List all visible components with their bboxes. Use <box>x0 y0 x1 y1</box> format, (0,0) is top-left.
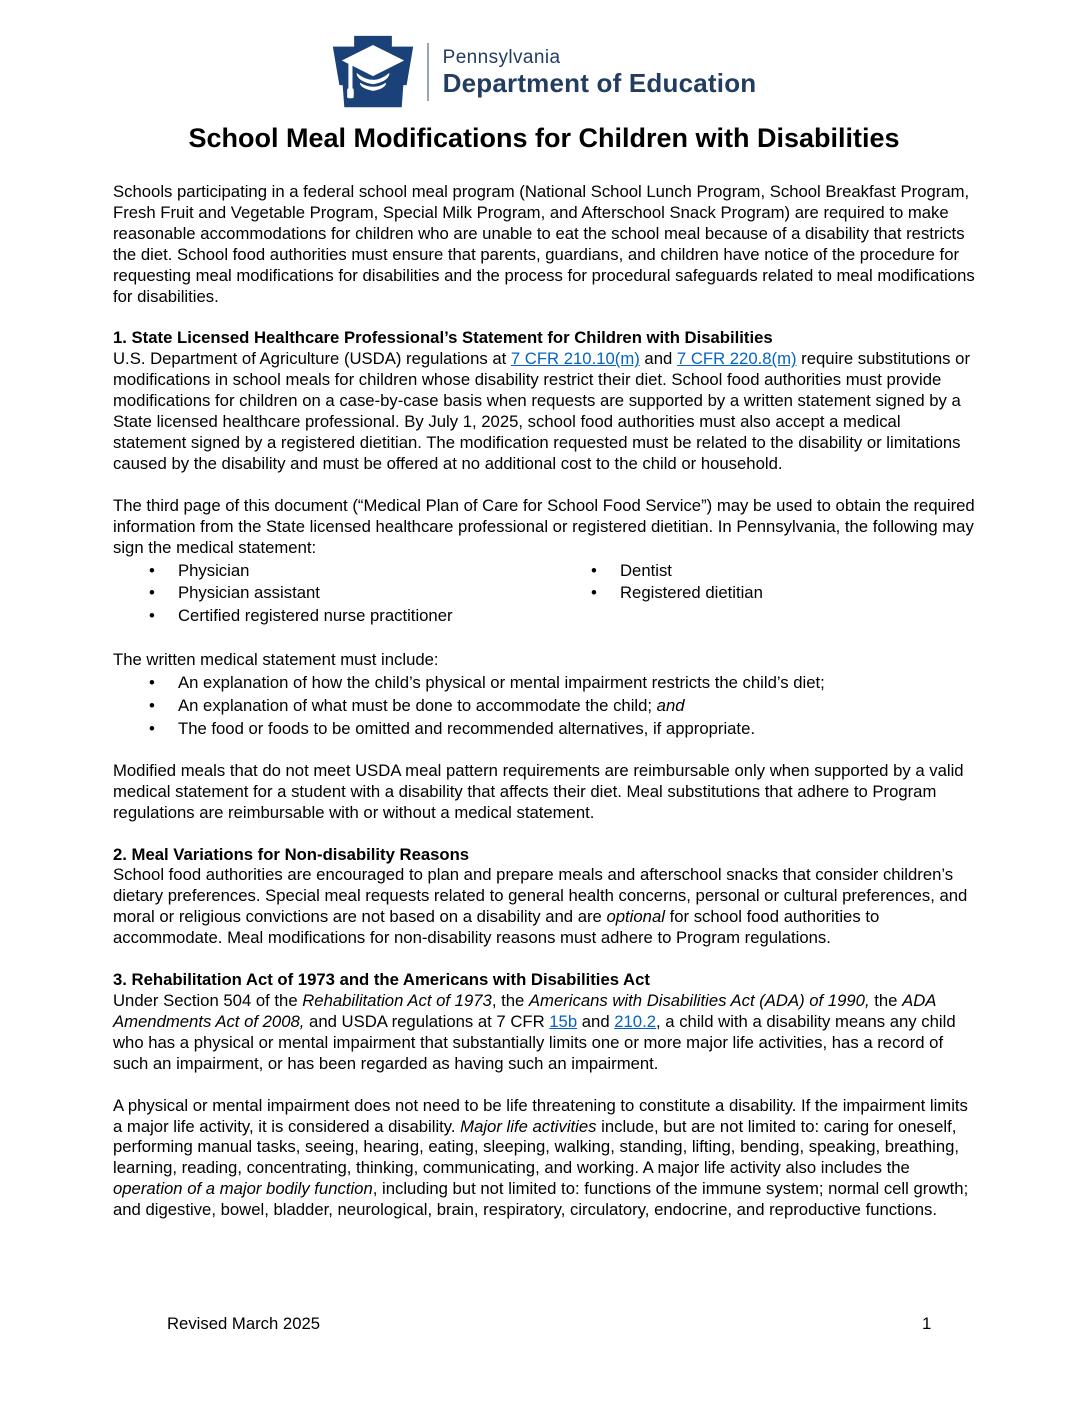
logo-org-name: Pennsylvania <box>442 47 561 68</box>
list-item: • Certified registered nurse practitioner <box>113 606 555 627</box>
logo-text <box>443 47 757 97</box>
written-statement-lead: The written medical statement must include: <box>113 650 439 670</box>
text-run: for school food authorities to accommodate. Meal modifications for non-disability reasons must adhere to Program regulations. <box>113 907 880 948</box>
text-run: Americans with Disabilities Act (ADA) of 1990, <box>528 991 870 1010</box>
text-run: Rehabilitation Act of 1973 <box>302 991 492 1010</box>
text-run: Under Section 504 of the <box>113 991 303 1010</box>
logo-dept-name: Department of Education <box>442 68 757 98</box>
keystone-graduation-cap-icon <box>332 34 414 110</box>
list-item: • Dentist <box>555 561 975 582</box>
inline-link[interactable]: 15b <box>549 1011 578 1031</box>
text-run: , the <box>491 991 529 1010</box>
text-run: include, but are not limited to: caring for oneself, performing manual tasks, seeing, hearing, eating, sleeping, walking, standing, lifting, bending, speaking, breathing, learning, reading, concentrating, thinking, communicating, and working. A major life activity also includes the <box>113 1116 960 1178</box>
third-page-paragraph: The third page of this document (“Medical Plan of Care for School Food Service”) may be used to obtain the required information from the State licensed healthcare professional or registered dietitian. In Pennsylvania, the following may sign the medical statement: <box>113 495 975 557</box>
inline-link[interactable]: 210.2 <box>614 1011 657 1031</box>
text-run: optional <box>606 907 665 927</box>
text-run: The food or foods to be omitted and recommended alternatives, if appropriate. <box>178 718 755 738</box>
section-2-body <box>113 865 975 949</box>
signers-list-left <box>113 561 555 628</box>
section-1-heading: 1. State Licensed Healthcare Professional’s Statement for Children with Disabilities <box>113 328 773 348</box>
text-run: and USDA regulations at 7 CFR <box>304 1011 550 1031</box>
pde-logo <box>0 0 1088 110</box>
list-item <box>113 673 975 694</box>
list-item <box>113 696 975 717</box>
list-item: • Registered dietitian <box>555 583 975 604</box>
list-item <box>113 719 975 740</box>
section-3-heading: 3. Rehabilitation Act of 1973 and the Americans with Disabilities Act <box>113 970 650 990</box>
document-body <box>0 182 1088 1221</box>
impairment-paragraph <box>113 1096 975 1221</box>
text-run: ADA Amendments Act of 2008, <box>113 991 936 1031</box>
intro-paragraph: Schools participating in a federal school meal program (National School Lunch Program, School Breakfast Program, Fresh Fruit and Vegetable Program, Special Milk Program, and Afterschool Snack Program) are required to make reasonable accommodations for children who are unable to eat the school meal because of a disability that restricts the diet. School food authorities must ensure that parents, guardians, and children have notice of the procedure for requesting meal modifications for disabilities and the process for procedural safeguards related to meal modifications for disabilities. <box>113 182 975 306</box>
text-run: and <box>577 1011 615 1031</box>
text-run: An explanation of what must be done to accommodate the child; <box>178 696 657 716</box>
text-run: and <box>639 349 677 369</box>
text-run: U.S. Department of Agriculture (USDA) regulations at <box>113 349 511 369</box>
section-1-body <box>113 349 975 474</box>
section-3-body <box>113 991 975 1075</box>
text-run: the <box>869 991 903 1010</box>
inline-link[interactable]: 7 CFR 210.10(m) <box>510 349 640 369</box>
statement-requirements-list <box>113 673 975 740</box>
signers-column-right <box>555 561 975 630</box>
text-run: , a child with a disability means any child who has a physical or mental impairment that substantially limits one or more major life activities, has a record of such an impairment, or has been regarded as having such an impairment. <box>113 1011 956 1073</box>
inline-link[interactable]: 7 CFR 220.8(m) <box>676 349 797 369</box>
signers-list-right <box>555 561 975 605</box>
footer-page-number: 1 <box>922 1314 932 1333</box>
section-2-heading: 2. Meal Variations for Non-disability Reasons <box>113 844 470 864</box>
text-run: require substitutions or modifications in school meals for children whose disability restrict their diet. School food authorities must provide modifications for children on a case-by-case basis when requests are supported by a written statement signed by a State licensed healthcare professional. By July 1, 2025, school food authorities must also accept a medical statement signed by a registered dietitian. The modification requested must be related to the disability or limitations caused by the disability and must be offered at no additional cost to the child or household. <box>113 349 970 473</box>
footer-revised-date: Revised March 2025 <box>167 1314 321 1333</box>
signers-column-left <box>113 561 555 630</box>
text-run: and <box>656 696 685 716</box>
text-run: An explanation of how the child’s physical or mental impairment restricts the child’s diet; <box>178 673 825 693</box>
text-run: School food authorities are encouraged to plan and prepare meals and afterschool snacks that consider children’s dietary preferences. Special meal requests related to general health concerns, personal or cultural preferences, and moral or religious convictions are not based on a disability and are <box>113 865 968 927</box>
list-item: • Physician <box>113 561 555 582</box>
logo-divider <box>427 43 429 101</box>
text-run: A physical or mental impairment does not need to be life threatening to constitute a disability. If the impairment limits a major life activity, it is considered a disability. <box>113 1095 968 1136</box>
text-run: operation of a major bodily function <box>113 1179 373 1199</box>
text-run: Major life activities <box>460 1116 597 1136</box>
list-item: • Physician assistant <box>113 583 555 604</box>
page-title: School Meal Modifications for Children with Disabilities <box>188 123 900 153</box>
modified-meals-paragraph: Modified meals that do not meet USDA meal pattern requirements are reimbursable only when supported by a valid medical statement for a student with a disability that affects their diet. Meal substitutions that adhere to Program regulations are reimbursable with or without a medical statement. <box>113 760 964 822</box>
signers-columns <box>113 561 975 630</box>
text-run: , including but not limited to: functions of the immune system; normal cell growth; and digestive, bowel, bladder, neurological, brain, respiratory, circulatory, endocrine, and reproductive functions. <box>113 1179 969 1220</box>
